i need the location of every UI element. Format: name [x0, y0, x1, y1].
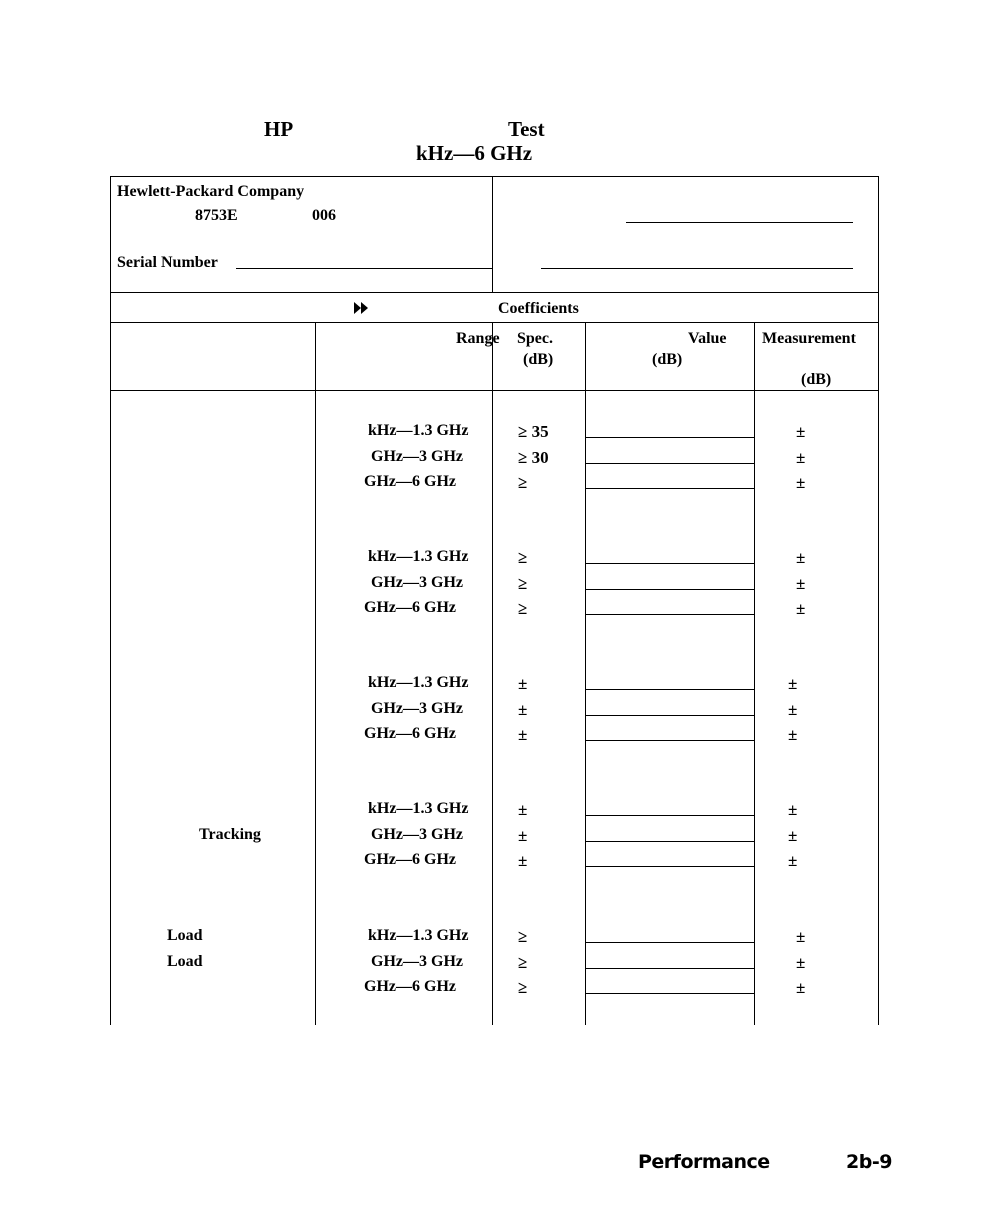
row-measurement: ±: [788, 800, 798, 819]
title-frequency-range: kHz—6 GHz: [416, 141, 533, 165]
option-number: 006: [312, 207, 336, 224]
row-frequency-range: kHz—1.3 GHz: [368, 927, 469, 944]
row-frequency-range: kHz—1.3 GHz: [368, 674, 469, 691]
row-label: Load: [167, 927, 203, 944]
row-frequency-range: GHz—6 GHz: [364, 851, 456, 868]
row-frequency-range: GHz—3 GHz: [371, 574, 463, 591]
row-value-entry[interactable]: [586, 689, 754, 690]
title-test: Test: [508, 117, 545, 141]
footer-page-number: 2b-9: [846, 1151, 892, 1173]
row-value-entry[interactable]: [586, 589, 754, 590]
row-spec: ≥: [518, 599, 528, 618]
row-measurement: ±: [796, 599, 806, 618]
row-frequency-range: kHz—1.3 GHz: [368, 800, 469, 817]
row-measurement: ±: [788, 700, 798, 719]
row-value-entry[interactable]: [586, 942, 754, 943]
row-label: Load: [167, 953, 203, 970]
row-value-entry[interactable]: [586, 614, 754, 615]
row-measurement: ±: [796, 927, 806, 946]
title-hp: HP: [264, 117, 294, 141]
row-spec: ≥: [518, 927, 528, 946]
row-frequency-range: kHz—1.3 GHz: [368, 422, 469, 439]
row-value-entry[interactable]: [586, 968, 754, 969]
row-value-entry[interactable]: [586, 815, 754, 816]
row-value-entry[interactable]: [586, 488, 754, 489]
column-value: Value: [688, 330, 727, 347]
column-range: Range: [456, 330, 500, 347]
row-spec: ≥ 35: [518, 422, 549, 441]
row-spec: ±: [518, 725, 528, 744]
row-spec: ≥: [518, 574, 528, 593]
serial-number-field[interactable]: [236, 268, 492, 269]
row-measurement: ±: [788, 725, 798, 744]
row-frequency-range: GHz—6 GHz: [364, 599, 456, 616]
row-value-entry[interactable]: [586, 715, 754, 716]
row-measurement: ±: [796, 953, 806, 972]
row-spec: ±: [518, 851, 528, 870]
row-value-entry[interactable]: [586, 437, 754, 438]
row-value-entry[interactable]: [586, 993, 754, 994]
row-spec: ±: [518, 800, 528, 819]
row-value-entry[interactable]: [586, 463, 754, 464]
row-frequency-range: GHz—3 GHz: [371, 953, 463, 970]
row-measurement: ±: [796, 448, 806, 467]
header-field-lower[interactable]: [541, 268, 853, 269]
serial-number-label: Serial Number: [117, 254, 218, 271]
row-spec: ≥: [518, 978, 528, 997]
row-spec: ≥: [518, 473, 528, 492]
row-frequency-range: GHz—3 GHz: [371, 826, 463, 843]
row-frequency-range: GHz—6 GHz: [364, 978, 456, 995]
row-measurement: ±: [788, 674, 798, 693]
footer-section: Performance: [638, 1151, 770, 1173]
row-frequency-range: GHz—3 GHz: [371, 448, 463, 465]
row-value-entry[interactable]: [586, 841, 754, 842]
row-label: Tracking: [199, 826, 261, 843]
row-measurement: ±: [796, 574, 806, 593]
row-frequency-range: GHz—3 GHz: [371, 700, 463, 717]
row-spec: ±: [518, 826, 528, 845]
section-title: Coefficients: [498, 300, 579, 317]
column-measurement-unit: (dB): [801, 371, 832, 388]
column-spec: Spec.: [517, 330, 553, 347]
column-measurement: Measurement: [762, 330, 856, 347]
row-spec: ±: [518, 700, 528, 719]
row-measurement: ±: [788, 826, 798, 845]
row-value-entry[interactable]: [586, 563, 754, 564]
row-spec: ±: [518, 674, 528, 693]
row-measurement: ±: [796, 422, 806, 441]
row-spec: ≥ 30: [518, 448, 549, 467]
model-number: 8753E: [195, 207, 238, 224]
row-measurement: ±: [796, 978, 806, 997]
row-frequency-range: GHz—6 GHz: [364, 725, 456, 742]
double-right-arrow-icon: [354, 301, 368, 319]
row-spec: ≥: [518, 548, 528, 567]
company-name: Hewlett-Packard Company: [117, 183, 305, 200]
row-frequency-range: GHz—6 GHz: [364, 473, 456, 490]
row-measurement: ±: [788, 851, 798, 870]
row-measurement: ±: [796, 548, 806, 567]
column-spec-unit: (dB): [523, 351, 554, 368]
column-value-unit: (dB): [652, 351, 683, 368]
row-measurement: ±: [796, 473, 806, 492]
row-value-entry[interactable]: [586, 866, 754, 867]
header-field-upper[interactable]: [626, 222, 853, 223]
row-value-entry[interactable]: [586, 740, 754, 741]
row-spec: ≥: [518, 953, 528, 972]
row-frequency-range: kHz—1.3 GHz: [368, 548, 469, 565]
